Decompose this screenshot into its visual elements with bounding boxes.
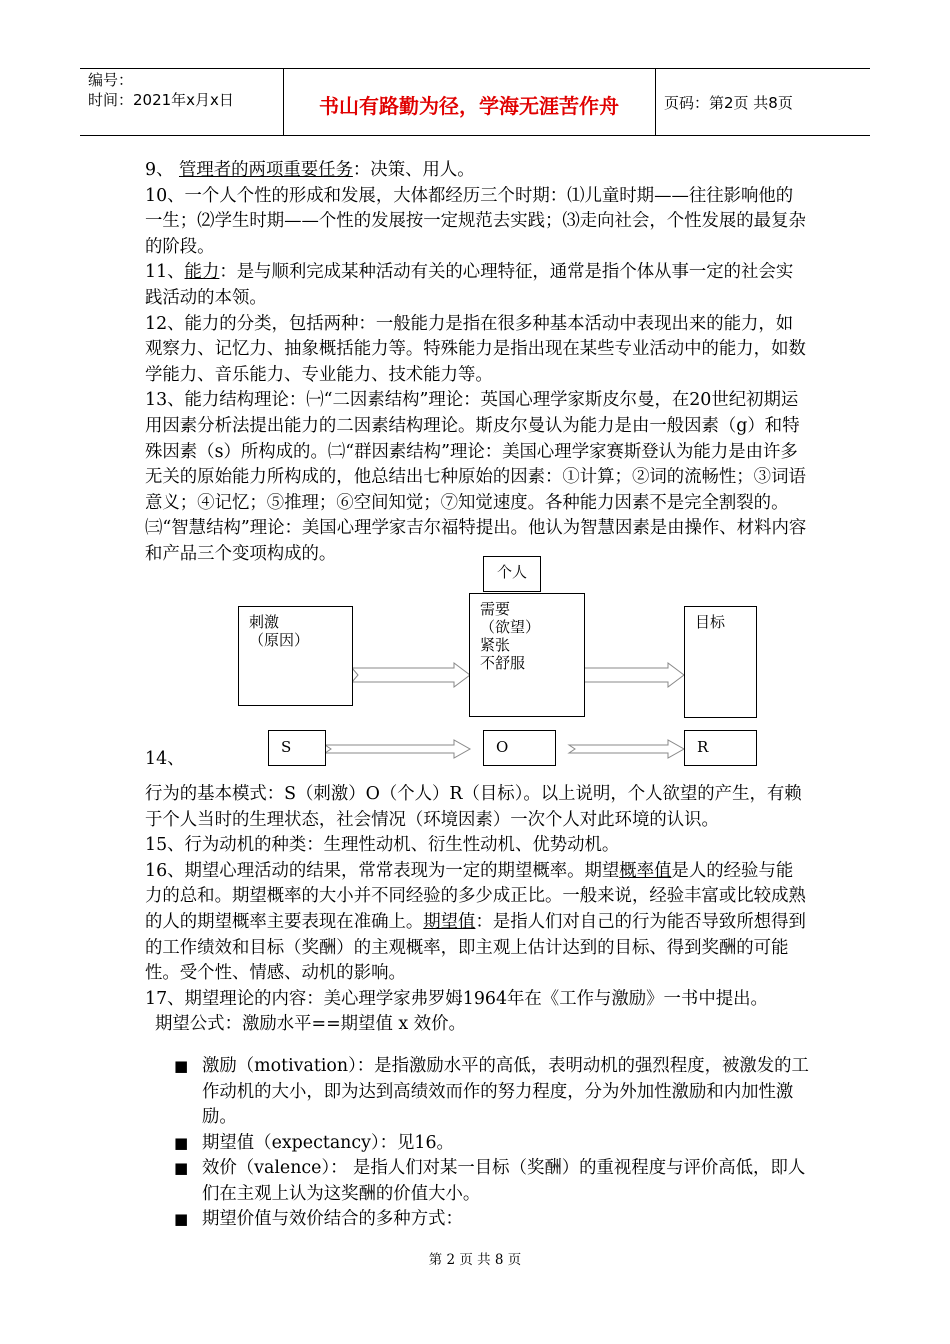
header-motto: 书山有路勤为径，学海无涯苦作舟	[319, 94, 619, 118]
box-need: 需要 （欲望） 紧张 不舒服	[469, 593, 585, 717]
content-block-bottom	[145, 782, 810, 1038]
header-left-cell	[88, 70, 280, 110]
arrow-stimulus-to-need	[352, 663, 470, 687]
serial-label: 编号：	[88, 71, 134, 89]
header-divider	[655, 68, 656, 135]
box-r: R	[684, 730, 757, 766]
item-14-number: 14、	[145, 749, 185, 769]
item-10: 10、一个人个性的形成和发展，大体都经历三个时期：⑴儿童时期——往往影响他的一生；⑵学生时期——个性的发展按一定规范去实践；⑶走向社会，个性发展的最复杂的阶段。	[145, 185, 806, 257]
time-label: 时间：2021年x月x日	[88, 91, 234, 109]
arrow-s-to-o	[325, 740, 470, 758]
item-13: 13、能力结构理论：㈠“二因素结构”理论：英国心理学家斯皮尔曼，在20世纪初期运用因素分析法提出能力的二因素结构理论。斯皮尔曼认为能力是由一般因素（g）和特殊因素（s）所构成的。㈡“群因素结构”理论：美国心理学家赛斯登认为能力是由许多无关的原始能力所构成的，他总结出七种原始的因素：①计算；②词的流畅性；③词语意义；④记忆；⑤推理；⑥空间知觉；⑦知觉速度。各种能力因素不是完全割裂的。㈢“智慧结构”理论：美国心理学家吉尔福特提出。他认为智慧因素是由操作、材料内容和产品三个变项构成的。	[145, 390, 807, 564]
box-goal: 目标	[684, 606, 757, 718]
box-stimulus: 刺激 （原因）	[238, 606, 353, 706]
bullet-marker: ■	[174, 1134, 189, 1152]
item-16: 16、期望心理活动的结果，常常表现为一定的期望概率。期望概率值是人的经验与能力的总和。期望概率的大小并不同经验的多少成正比。一般来说，经验丰富或比较成熟的人的期望概率主要表现在准确上。期望值：是指人们对自己的行为能否导致所想得到的工作绩效和目标（奖酬）的主观概率，即主观上估计达到的目标、得到奖酬的可能性。受个性、情感、动机的影响。	[145, 860, 806, 984]
box-o: O	[483, 730, 556, 766]
item-17: 17、期望理论的内容：美心理学家弗罗姆1964年在《工作与激励》一书中提出。	[145, 988, 768, 1009]
bullet-marker: ■	[174, 1159, 189, 1177]
page-header	[80, 68, 870, 136]
header-bottom-rule	[80, 135, 870, 136]
box-person: 个人	[483, 556, 541, 592]
header-top-rule	[80, 68, 870, 69]
item-12: 12、能力的分类，包括两种：一般能力是指在很多种基本活动中表现出来的能力，如观察力、记忆力、抽象概括能力等。特殊能力是指出现在某些专业活动中的能力，如数学能力、音乐能力、专业能力、技术能力等。	[145, 313, 806, 385]
bullet-valence: 效价（valence）： 是指人们对某一目标（奖酬）的重视程度与评价高低，即人们在主观上认为这奖酬的价值大小。	[202, 1158, 806, 1204]
item-11: 11、能力：是与顺利完成某种活动有关的心理特征，通常是指个体从事一定的社会实践活动的本领。	[145, 262, 794, 308]
item-15: 15、行为动机的种类：生理性动机、衍生性动机、优势动机。	[145, 835, 620, 856]
bullet-marker: ■	[174, 1057, 189, 1075]
item-9: 9、 管理者的两项重要任务：决策、用人。	[145, 160, 475, 180]
bullet-combination: 期望价值与效价结合的多种方式：	[202, 1209, 463, 1229]
arrow-o-to-r	[569, 740, 684, 758]
arrow-need-to-goal	[569, 663, 684, 687]
box-s: S	[268, 730, 326, 766]
bullet-expectancy: 期望值（expectancy）：见16。	[202, 1133, 454, 1153]
header-page-label: 页码：第2页 共8页	[664, 94, 793, 112]
bullet-motivation: 激励（motivation）：是指激励水平的高低，表明动机的强烈程度，被激发的工作动机的大小，即为达到高绩效而作的努力程度，分为外加性激励和内加性激励。	[202, 1056, 809, 1128]
content-block-top	[145, 158, 810, 568]
bullet-marker: ■	[174, 1210, 189, 1228]
item-17-formula: 期望公式：激励水平==期望值 x 效价。	[155, 1014, 466, 1035]
item-14: 行为的基本模式：S（刺激）O（个人）R（目标）。以上说明，个人欲望的产生，有赖于个人当时的生理状态，社会情况（环境因素）一次个人对此环境的认识。	[145, 784, 802, 830]
page-footer: 第 2 页 共 8 页	[428, 1252, 522, 1268]
